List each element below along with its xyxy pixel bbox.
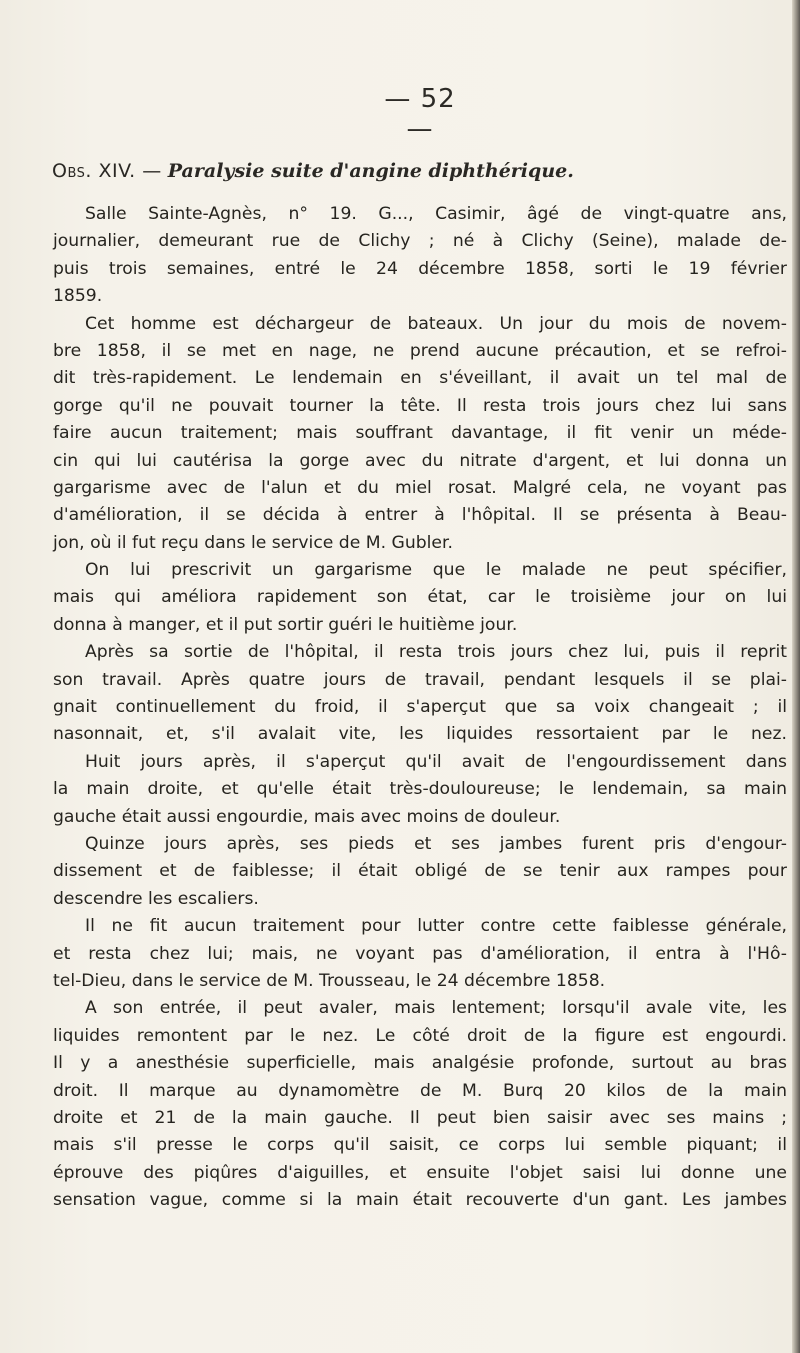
text-line: Cet homme est déchargeur de bateaux. Un jour du mois de novem- [85, 313, 787, 334]
text-line: bre 1858, il se met en nage, ne prend aucune précaution, et se refroi- [53, 340, 787, 361]
text-line: droit. Il marque au dynamomètre de M. Burq 20 kilos de la main [53, 1080, 787, 1101]
text-line: d'amélioration, il se décida à entrer à l'hôpital. Il se présenta à Beau- [53, 505, 787, 526]
body-text [53, 201, 787, 1214]
text-line: jon, où il fut reçu dans le service de M. Gubler. [53, 532, 453, 553]
text-line: droite et 21 de la main gauche. Il peut bien saisir avec ses mains ; [53, 1107, 787, 1128]
text-line: cin qui lui cautérisa la gorge avec du nitrate d'argent, et lui donna un [53, 450, 787, 471]
text-line: dit très-rapidement. Le lendemain en s'éveillant, il avait un tel mal de [53, 368, 787, 389]
text-line: liquides remontent par le nez. Le côté droit de la figure est engourdi. [53, 1025, 787, 1046]
page-edge-shadow [792, 0, 800, 1353]
text-line: mais s'il presse le corps qu'il saisit, ce corps lui semble piquant; il [53, 1135, 787, 1156]
text-line: On lui prescrivit un gargarisme que le malade ne peut spécifier, [85, 560, 787, 581]
text-line: tel-Dieu, dans le service de M. Trousseau, le 24 décembre 1858. [53, 970, 606, 991]
observation-number: Obs. XIV. — [52, 160, 162, 182]
text-line: faire aucun traitement; mais souffrant davantage, il fit venir un méde- [53, 423, 787, 444]
text-line: Il ne fit aucun traitement pour lutter contre cette faiblesse générale, [85, 916, 787, 937]
text-line: Huit jours après, il s'aperçut qu'il avait de l'engourdissement dans [85, 751, 787, 772]
text-line: Après sa sortie de l'hôpital, il resta trois jours chez lui, puis il reprit [85, 642, 787, 663]
text-line: éprouve des piqûres d'aiguilles, et ensuite l'objet saisi lui donne une [53, 1162, 787, 1183]
text-line: A son entrée, il peut avaler, mais lentement; lorsqu'il avale vite, les [85, 998, 787, 1019]
text-line: gnait continuellement du froid, il s'aperçut que sa voix changeait ; il [53, 697, 787, 718]
text-line: donna à manger, et il put sortir guéri le huitième jour. [53, 614, 518, 635]
text-line: Quinze jours après, ses pieds et ses jambes furent pris d'engour- [85, 833, 787, 854]
text-line: son travail. Après quatre jours de travail, pendant lesquels il se plai- [53, 669, 787, 690]
text-line: 1859. [53, 286, 103, 307]
text-line: Il y a anesthésie superficielle, mais analgésie profonde, surtout au bras [53, 1053, 787, 1074]
text-line: dissement et de faiblesse; il était obligé de se tenir aux rampes pour [53, 861, 787, 882]
observation-heading [52, 160, 574, 182]
text-line: journalier, demeurant rue de Clichy ; né à Clichy (Seine), malade de- [53, 231, 787, 252]
observation-title: Paralysie suite d'angine diphthérique. [167, 160, 574, 182]
text-line: sensation vague, comme si la main était recouverte d'un gant. Les jambes [53, 1190, 787, 1211]
text-line: gargarisme avec de l'alun et du miel rosat. Malgré cela, ne voyant pas [53, 477, 787, 498]
text-line: descendre les escaliers. [53, 888, 259, 909]
text-line: mais qui améliora rapidement son état, car le troisième jour on lui [53, 587, 787, 608]
text-line: puis trois semaines, entré le 24 décembre 1858, sorti le 19 février [53, 258, 787, 279]
text-line: gauche était aussi engourdie, mais avec moins de douleur. [53, 806, 561, 827]
text-line: la main droite, et qu'elle était très-douloureuse; le lendemain, sa main [53, 779, 787, 800]
page-number: — 52 — [384, 84, 456, 144]
text-line: nasonnait, et, s'il avalait vite, les liquides ressortaient par le nez. [53, 724, 787, 745]
text-line: gorge qu'il ne pouvait tourner la tête. Il resta trois jours chez lui sans [53, 395, 787, 416]
text-line: Salle Sainte-Agnès, n° 19. G..., Casimir, âgé de vingt-quatre ans, [85, 204, 787, 224]
text-line: et resta chez lui; mais, ne voyant pas d'amélioration, il entra à l'Hô- [53, 943, 787, 964]
